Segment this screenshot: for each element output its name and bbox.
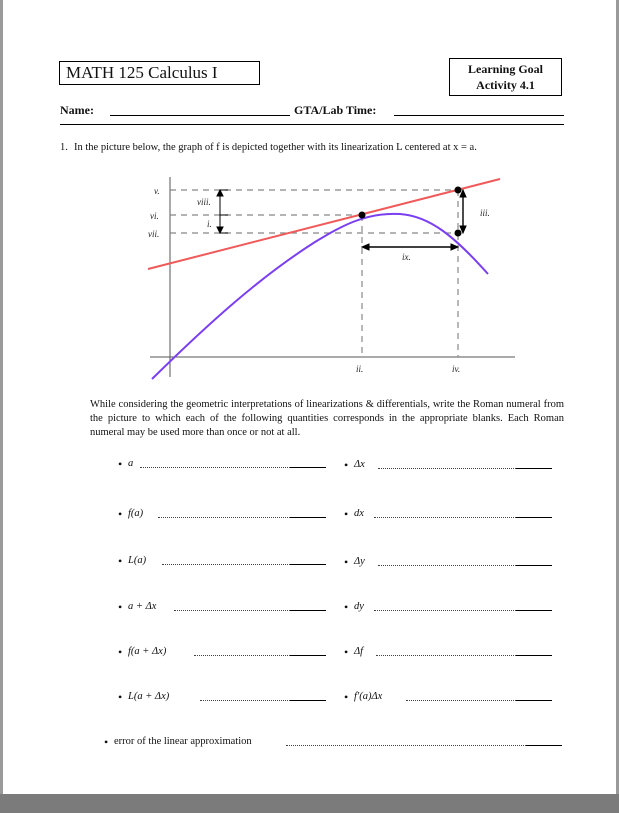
question-intro-text: In the picture below, the graph of f is depicted together with its linearization L centered at x = a. bbox=[74, 142, 477, 153]
function-curve bbox=[152, 214, 488, 379]
name-blank[interactable] bbox=[110, 115, 290, 116]
item-right-1: • Δx bbox=[344, 459, 552, 473]
item-right-5: • Δf bbox=[344, 646, 552, 660]
item-right-2: • dx bbox=[344, 508, 552, 522]
label-viii: viii. bbox=[197, 197, 211, 207]
item-left-6: • L(a + Δx) bbox=[118, 691, 326, 705]
course-title: MATH 125 Calculus I bbox=[59, 61, 260, 85]
item-right-3: • Δy bbox=[344, 556, 552, 570]
item-error: • error of the linear approximation bbox=[104, 736, 562, 750]
answer-blank[interactable] bbox=[290, 610, 326, 611]
activity-line-1: Learning Goal bbox=[467, 62, 543, 76]
answer-blank[interactable] bbox=[516, 655, 552, 656]
answer-blank[interactable] bbox=[290, 700, 326, 701]
label-vii: vii. bbox=[148, 229, 160, 239]
point-a bbox=[359, 212, 366, 219]
answer-blank[interactable] bbox=[290, 467, 326, 468]
answer-blank[interactable] bbox=[290, 655, 326, 656]
answer-blank[interactable] bbox=[516, 610, 552, 611]
label-ii: ii. bbox=[356, 364, 364, 374]
linearization-line bbox=[148, 179, 500, 269]
arrowhead-ix-right bbox=[451, 244, 458, 250]
gta-blank[interactable] bbox=[394, 115, 564, 116]
linearization-figure bbox=[140, 172, 520, 382]
item-left-1: • a bbox=[118, 458, 326, 472]
arrowhead-up bbox=[217, 190, 223, 196]
label-vi: vi. bbox=[150, 211, 159, 221]
activity-box bbox=[449, 58, 562, 96]
bottom-bar bbox=[0, 794, 619, 813]
item-right-4: • dy bbox=[344, 601, 552, 615]
gta-label: GTA/Lab Time: bbox=[294, 103, 377, 117]
answer-blank[interactable] bbox=[290, 517, 326, 518]
item-right-6: • f′(a)Δx bbox=[344, 691, 552, 705]
label-ix: ix. bbox=[402, 252, 411, 262]
guide-lines bbox=[170, 190, 458, 357]
header-rule bbox=[60, 124, 564, 125]
item-left-3: • L(a) bbox=[118, 555, 326, 569]
name-row bbox=[60, 103, 564, 121]
arrowhead-down bbox=[217, 227, 223, 233]
answer-blank[interactable] bbox=[516, 565, 552, 566]
question-number: 1. bbox=[60, 142, 68, 153]
instructions-paragraph: While considering the geometric interpretations of linearizations & differentials, write the Roman numeral from the picture to which each of the following quantities corresponds in the appropriate blanks. Each Roman numeral may be used more than once or not at all. bbox=[90, 399, 564, 438]
answer-blank[interactable] bbox=[516, 700, 552, 701]
label-iv: iv. bbox=[452, 364, 461, 374]
point-L bbox=[455, 187, 462, 194]
item-left-4: • a + Δx bbox=[118, 601, 326, 615]
answer-blank[interactable] bbox=[290, 564, 326, 565]
item-left-2: • f(a) bbox=[118, 508, 326, 522]
page-border-left bbox=[0, 0, 3, 813]
name-label: Name: bbox=[60, 103, 94, 117]
point-f bbox=[455, 230, 462, 237]
answer-blank[interactable] bbox=[516, 517, 552, 518]
label-v: v. bbox=[154, 186, 160, 196]
arrowhead-ix-left bbox=[362, 244, 369, 250]
item-left-5: • f(a + Δx) bbox=[118, 646, 326, 660]
answer-blank[interactable] bbox=[526, 745, 562, 746]
label-i: i. bbox=[207, 219, 212, 229]
label-iii: iii. bbox=[480, 208, 490, 218]
question-intro bbox=[60, 141, 569, 155]
activity-line-2: Activity 4.1 bbox=[476, 78, 535, 92]
answer-blank[interactable] bbox=[516, 468, 552, 469]
